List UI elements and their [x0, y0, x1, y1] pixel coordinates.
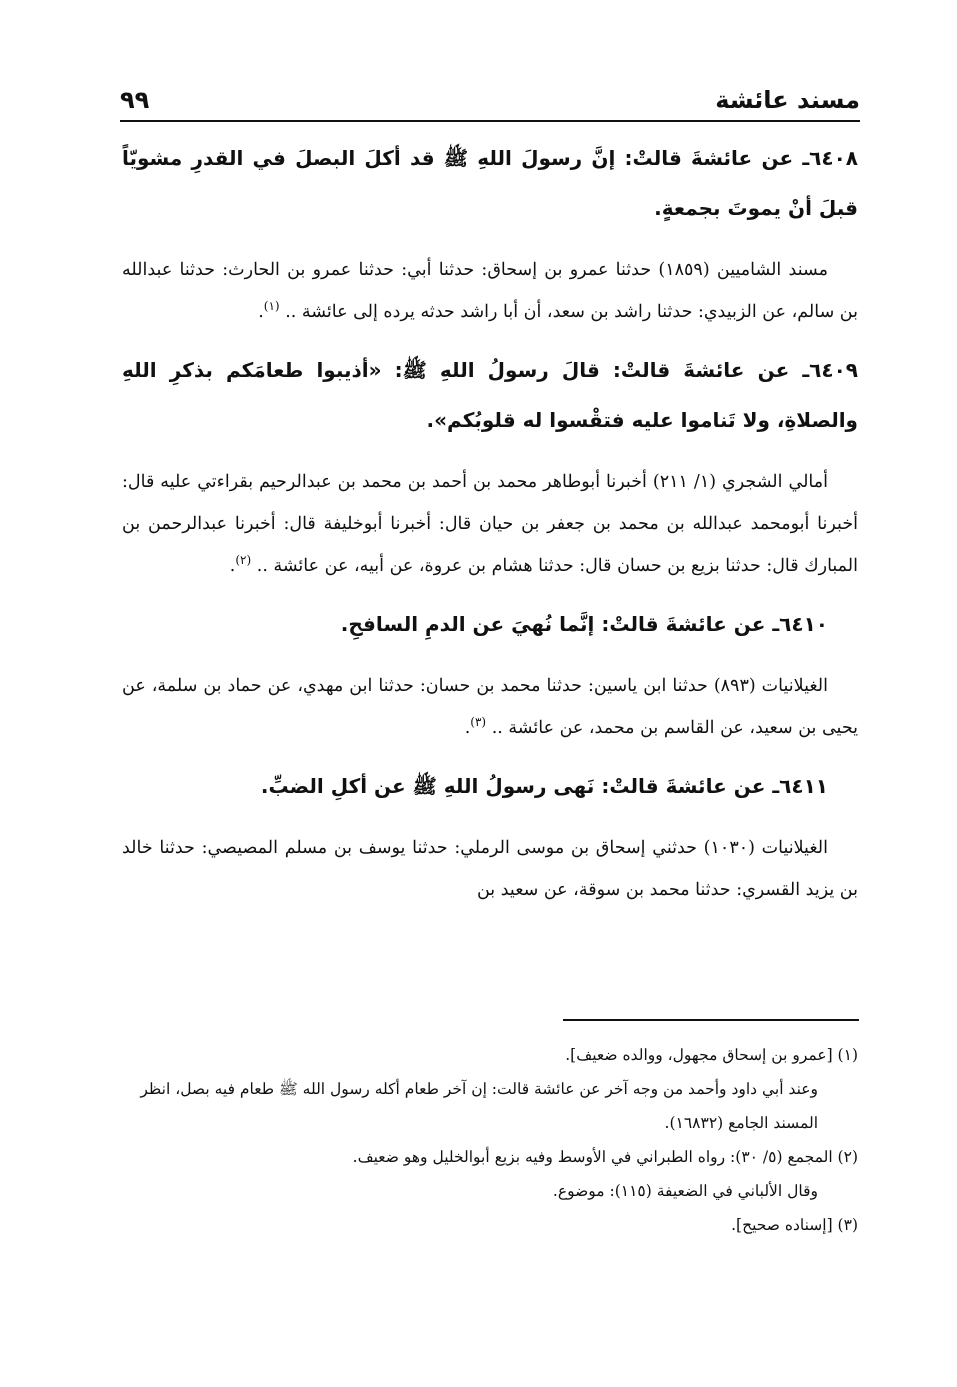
main-text	[122, 133, 858, 923]
hadith-6409: ٦٤٠٩ـ عن عائشةَ قالتْ: قالَ رسولُ اللهِ ﷺ: «أذيبوا طعامَكم بذكرِ اللهِ والصلاةِ، ولا تَناموا عليه فتقْسوا له قلوبُكم».	[122, 358, 858, 432]
hadith-6411: ٦٤١١ـ عن عائشةَ قالتْ: نَهى رسولُ اللهِ ﷺ عن أكلِ الضبِّ.	[260, 774, 828, 798]
header-divider	[120, 120, 860, 122]
footnotes	[122, 1038, 858, 1242]
hadith-6410: ٦٤١٠ـ عن عائشةَ قالتْ: إنَّما نُهيَ عن الدمِ السافحِ.	[340, 612, 828, 636]
footnote-divider	[563, 1019, 859, 1021]
source-6408: مسند الشاميين (١٨٥٩) حدثنا عمرو بن إسحاق: حدثنا أبي: حدثنا عمرو بن الحارث: حدثنا عبدالله بن سالم، عن الزبيدي: حدثنا راشد بن سعد، أن أبا راشد حدثه يرده إلى عائشة .. $^{(١)}$.	[122, 260, 858, 322]
footnote-1-continuation: وعند أبي داود وأحمد من وجه آخر عن عائشة قالت: إن آخر طعام أكله رسول الله ﷺ طعام فيه بصل، انظر المسند الجامع (١٦٨٣٢).	[140, 1080, 818, 1132]
page-number: ٩٩	[120, 86, 150, 114]
footnote-ref-1[interactable]: (١)	[263, 299, 280, 314]
hadith-6408: ٦٤٠٨ـ عن عائشةَ قالتْ: إنَّ رسولَ اللهِ ﷺ قد أكلَ البصلَ في القدرِ مشويّاً قبلَ أنْ يموتَ بجمعةٍ.	[122, 146, 858, 220]
running-title: مسند عائشة	[715, 86, 860, 114]
source-6411: الغيلانيات (١٠٣٠) حدثني إسحاق بن موسى الرملي: حدثنا يوسف بن مسلم المصيصي: حدثنا خالد بن يزيد القسري: حدثنا محمد بن سوقة، عن سعيد بن	[122, 838, 858, 900]
footnote-1: (١) [عمرو بن إسحاق مجهول، ووالده ضعيف].	[565, 1046, 858, 1064]
page-header	[120, 78, 860, 118]
footnote-ref-3[interactable]: (٣)	[470, 715, 487, 730]
source-6409: أمالي الشجري (١/ ٢١١) أخبرنا أبوطاهر محمد بن أحمد بن محمد بن عبدالرحيم بقراءتي عليه قال: أخبرنا أبومحمد عبدالله بن محمد بن جعفر بن حيان قال: أخبرنا أبوخليفة قال: أخبرنا عبدالرحمن بن المبارك قال: حدثنا بزيع بن حسان قال: حدثنا هشام بن عروة، عن أبيه، عن عائشة .. $^{(٢)}$.	[122, 472, 858, 576]
footnote-2-continuation: وقال الألباني في الضعيفة (١١٥): موضوع.	[552, 1182, 818, 1200]
footnote-3: (٣) [إسناده صحيح].	[731, 1216, 858, 1234]
footnote-2: (٢) المجمع (٥/ ٣٠): رواه الطبراني في الأوسط وفيه بزيع أبوالخليل وهو ضعيف.	[352, 1148, 858, 1166]
source-6410: الغيلانيات (٨٩٣) حدثنا ابن ياسين: حدثنا محمد بن حسان: حدثنا ابن مهدي، عن حماد بن سلمة، عن يحيى بن سعيد، عن القاسم بن محمد، عن عائشة .. $^{(٣)}$.	[122, 676, 858, 738]
footnote-ref-2[interactable]: (٢)	[235, 553, 252, 568]
